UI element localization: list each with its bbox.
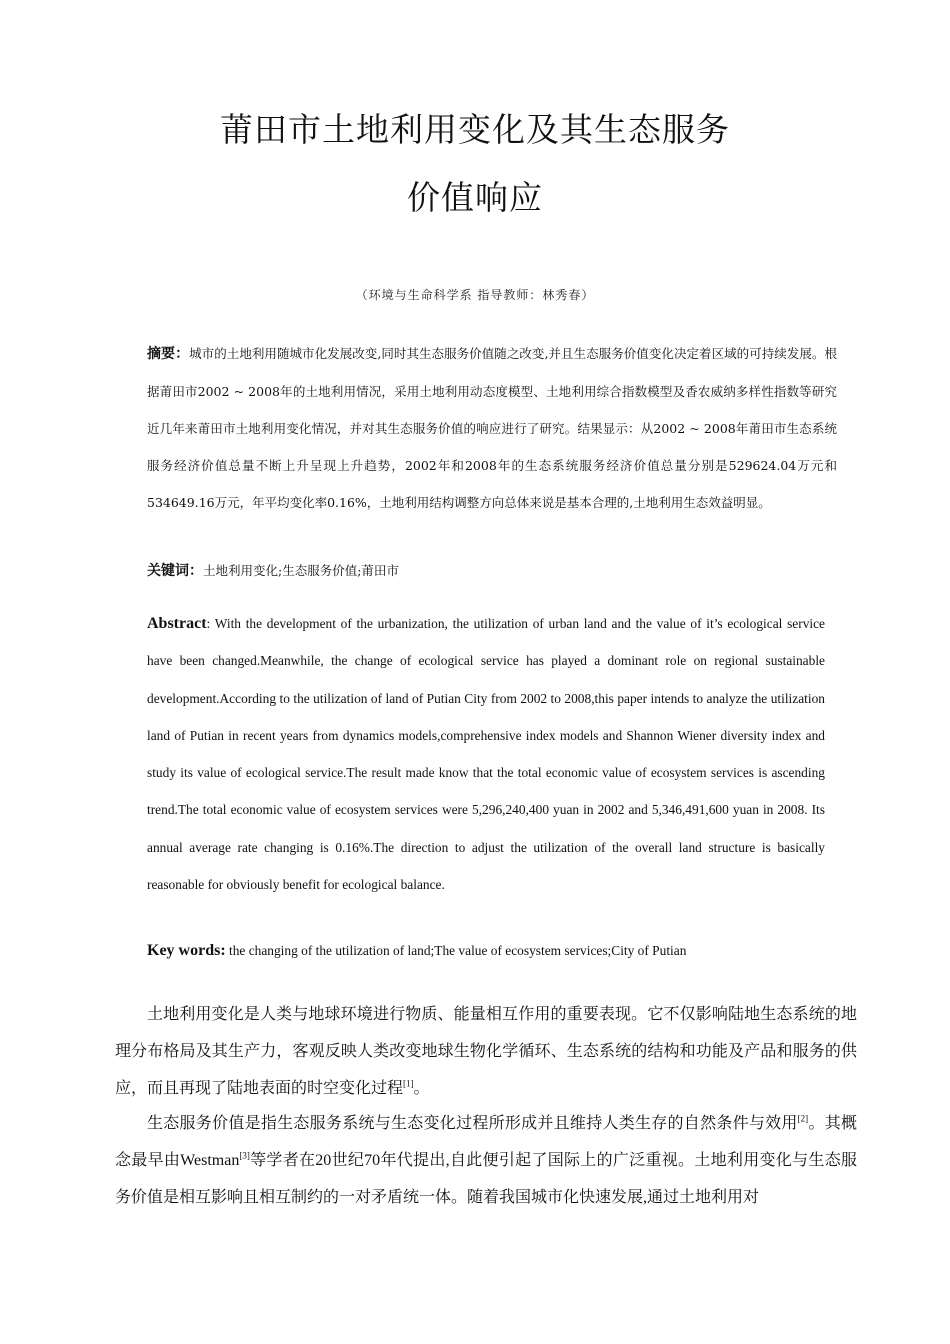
citation-1: [1] (403, 1078, 414, 1089)
paragraph-2-text-c: 等学者在20世纪70年代提出,自此便引起了国际上的广泛重视。土地利用变化与生态服务价值是相互影响且相互制约的一对矛盾统一体。随着我国城市化快速发展,通过土地利用对 (115, 1152, 857, 1206)
english-keywords-text: the changing of the utilization of land;The value of ecosystem services;City of Putian (225, 943, 687, 958)
english-abstract-colon: : (206, 616, 211, 631)
paragraph-2-text-b: 。其概念最早由Westman (115, 1115, 857, 1169)
title-line-1: 莆田市土地利用变化及其生态服务 (220, 110, 730, 149)
chinese-abstract-text: 城市的土地利用随城市化发展改变,同时其生态服务价值随之改变,并且生态服务价值变化决定着区域的可持续发展。根据莆田市2002 ~ 2008年的土地利用情况，采用土地利用动态度模型、土地利用综合指数模型及香农威纳多样性指数等研究近几年来莆田市土地利用变化情况，并对其生态服务价值的响应进行了研究。结果显示：从2002 ~ 2008年莆田市生态系统服务经济价值总量不断上升呈现上升趋势，2002年和2008年的生态系统服务经济价值总量分别是529624.04万元和534649.16万元，年平均变化率0.16%，土地利用结构调整方向总体来说是基本合理的,土地利用生态效益明显。 (147, 346, 837, 510)
english-abstract (147, 605, 825, 903)
chinese-keywords (147, 560, 837, 580)
title-line-2: 价值响应 (407, 178, 543, 217)
author-affiliation: （环境与生命科学系 指导教师：林秀春） (355, 288, 595, 302)
english-abstract-label: Abstract (147, 615, 207, 632)
chinese-keywords-label: 关键词 (147, 563, 189, 579)
chinese-keywords-text: 土地利用变化;生态服务价值;莆田市 (203, 563, 399, 578)
chinese-abstract (147, 335, 837, 521)
english-keywords-label: Key words: (147, 942, 226, 959)
paragraph-2-text-a: 生态服务价值是指生态服务系统与生态变化过程所形成并且维持人类生存的自然条件与效用 (147, 1115, 798, 1132)
chinese-keywords-colon: ： (189, 563, 203, 579)
paragraph-1-end: 。 (413, 1080, 430, 1097)
citation-3: [3] (239, 1150, 250, 1161)
paragraph-1-text: 土地利用变化是人类与地球环境进行物质、能量相互作用的重要表现。它不仅影响陆地生态系统的地理分布格局及其生产力，客观反映人类改变地球生物化学循环、生态系统的结构和功能及产品和服务的供应，而且再现了陆地表面的时空变化过程 (115, 1006, 857, 1097)
citation-2: [2] (797, 1113, 809, 1124)
chinese-abstract-label: 摘要 (147, 346, 176, 362)
english-keywords (147, 942, 837, 960)
chinese-abstract-colon: ： (175, 346, 190, 362)
body-paragraph-1 (115, 996, 857, 1107)
body-paragraph-2 (115, 1105, 857, 1216)
english-abstract-text: With the development of the urbanization, the utilization of urban land and the value of it’s ecological service have been changed.Meanwhile, the change of ecological service has played a dominant role on regional sustainable development.According to the utilization of land of Putian City from 2002 to 2008,this paper intends to analyze the utilization land of Putian in recent years from dynamics models,comprehensive index models and Shannon Wiener diversity index and study its value of ecological service.The result made know that the total economic value of ecosystem services is ascending trend.The total economic value of ecosystem services were 5,296,240,400 yuan in 2002 and 5,346,491,600 yuan in 2008. Its annual average rate changing is 0.16%.The direction to adjust the utilization of the overall land structure is basically reasonable for obviously benefit for ecological balance. (147, 616, 825, 893)
